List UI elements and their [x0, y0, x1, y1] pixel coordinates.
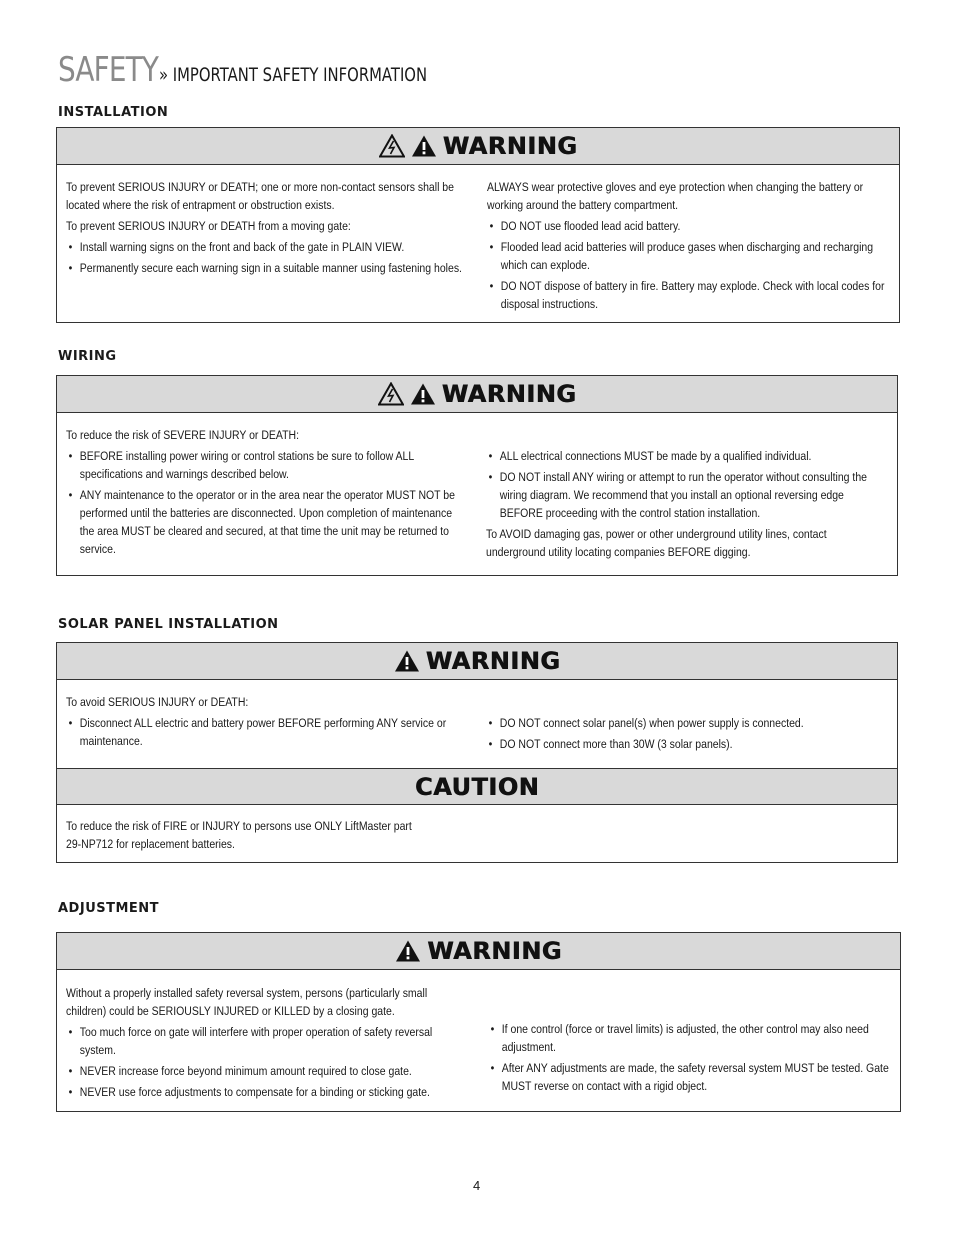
section-heading-installation: INSTALLATION: [58, 105, 169, 120]
paragraph: ALWAYS wear protective gloves and eye protection when changing the battery or working around the battery compartment.: [487, 180, 864, 212]
bullet-item: • Flooded lead acid batteries will produce gases when discharging and recharging which can explode.: [487, 238, 889, 274]
warning-word: WARNING: [441, 380, 577, 408]
bullet-item: • If one control (force or travel limits) is adjusted, the other control may also need adjustment.: [488, 1020, 891, 1056]
section-heading-adjustment: ADJUSTMENT: [58, 901, 160, 916]
bullet-item: • DO NOT connect solar panel(s) when power supply is connected.: [486, 714, 887, 732]
wiring-warning-banner: [57, 376, 897, 413]
paragraph-line: 29-NP712 for replacement batteries.: [66, 837, 235, 851]
solar-left-text: [66, 693, 464, 750]
solar-warning-box: [56, 642, 898, 863]
adjustment-left-text: [66, 984, 466, 1101]
exclamation-warning-icon: [411, 134, 437, 158]
adjustment-right-text: [488, 984, 891, 1095]
bullet-item: • After ANY adjustments are made, the safety reversal system MUST be tested. Gate MUST reverse on contact with a rigid object.: [488, 1059, 891, 1095]
bullet-item: • DO NOT connect more than 30W (3 solar panels).: [486, 735, 887, 753]
bullet-item: • BEFORE installing power wiring or control stations be sure to follow ALL specifications and warnings described below.: [66, 447, 464, 483]
installation-right-text: [487, 178, 889, 313]
caution-word: CAUTION: [414, 772, 540, 801]
solar-caution-banner: [57, 768, 897, 805]
bullet-item: • DO NOT use flooded lead acid battery.: [487, 217, 889, 235]
wiring-right-text: [486, 426, 887, 561]
warning-word: WARNING: [427, 937, 562, 965]
installation-warning-box: [56, 127, 900, 323]
bullet-item: • NEVER increase force beyond minimum amount required to close gate.: [66, 1062, 466, 1080]
installation-left-text: [66, 178, 465, 277]
section-heading-wiring: WIRING: [58, 349, 117, 364]
paragraph: To reduce the risk of SEVERE INJURY or DEATH:: [66, 428, 300, 442]
warning-word: WARNING: [442, 132, 578, 160]
installation-warning-banner: [57, 128, 899, 165]
solar-right-text: [486, 693, 887, 753]
title-safety: SAFETY: [58, 50, 159, 90]
paragraph: To prevent SERIOUS INJURY or DEATH; one or more non-contact sensors shall be located where the risk of entrapment or obstruction exists.: [66, 180, 454, 212]
bullet-item: • ANY maintenance to the operator or in the area near the operator MUST NOT be performed until the batteries are disconnected. Upon completion of maintenance the area MUST be cleared and secured, at that time the unit may be returned to service.: [66, 486, 464, 558]
caution-text: [66, 817, 464, 853]
bullet-item: • Too much force on gate will interfere with proper operation of safety reversal system.: [66, 1023, 466, 1059]
wiring-warning-box: [56, 375, 898, 576]
bullet-item: • DO NOT install ANY wiring or attempt to run the operator without consulting the wiring diagram. We recommend that you install an optional reversing edge BEFORE proceeding with the control station installation.: [486, 468, 887, 522]
exclamation-warning-icon: [395, 939, 421, 963]
exclamation-warning-icon: [410, 382, 436, 406]
page-number: 4: [473, 1178, 481, 1193]
bullet-item: • ALL electrical connections MUST be made by a qualified individual.: [486, 447, 887, 465]
adjustment-warning-banner: [57, 933, 900, 970]
electric-shock-warning-icon: [378, 382, 404, 406]
bullet-item: • Permanently secure each warning sign in a suitable manner using fastening holes.: [66, 259, 465, 277]
solar-warning-banner: [57, 643, 897, 680]
bullet-item: • NEVER use force adjustments to compensate for a binding or sticking gate.: [66, 1083, 466, 1101]
adjustment-warning-box: [56, 932, 901, 1112]
section-heading-solar: SOLAR PANEL INSTALLATION: [58, 617, 279, 632]
exclamation-warning-icon: [394, 649, 420, 673]
paragraph: Without a properly installed safety reversal system, persons (particularly small children) could be SERIOUSLY INJURED or KILLED by a closing gate.: [66, 986, 428, 1018]
warning-word: WARNING: [425, 647, 561, 675]
paragraph: To avoid SERIOUS INJURY or DEATH:: [66, 695, 249, 709]
page-title: [58, 50, 502, 90]
wiring-left-text: [66, 426, 464, 558]
paragraph: To AVOID damaging gas, power or other underground utility lines, contact underground utility locating companies BEFORE digging.: [486, 527, 827, 559]
title-subtitle: » IMPORTANT SAFETY INFORMATION: [158, 64, 427, 86]
bullet-item: • Install warning signs on the front and back of the gate in PLAIN VIEW.: [66, 238, 465, 256]
bullet-item: • Disconnect ALL electric and battery power BEFORE performing ANY service or maintenance.: [66, 714, 464, 750]
bullet-item: • DO NOT dispose of battery in fire. Battery may explode. Check with local codes for disposal instructions.: [487, 277, 889, 313]
paragraph: To prevent SERIOUS INJURY or DEATH from a moving gate:: [66, 219, 351, 233]
paragraph-line: To reduce the risk of FIRE or INJURY to persons use ONLY LiftMaster part: [66, 819, 412, 833]
electric-shock-warning-icon: [379, 134, 405, 158]
